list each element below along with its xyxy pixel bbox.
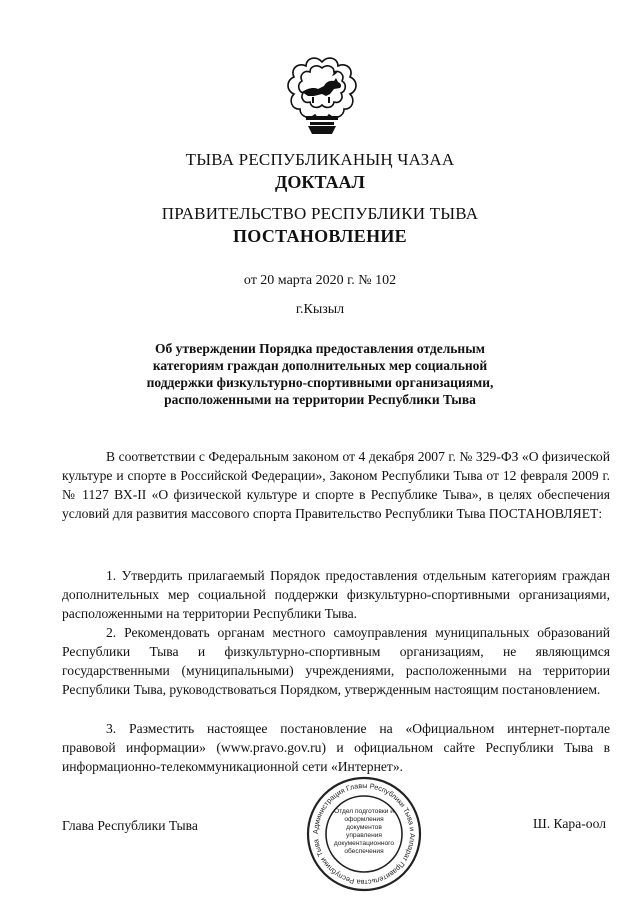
- coat-of-arms-icon: [284, 56, 360, 138]
- signatory-name: Ш. Кара-оол: [533, 816, 606, 831]
- tyva-decree-heading: ДОКТААЛ: [275, 172, 365, 192]
- item-2-text: 2. Рекомендовать органам местного самоуправления муниципальных образований Республики Тыва и физкультурно-спортивным организациям, не являющимся государственными (муниципальными) учреждениями, расположенными на территории Республики Тыва, руководствоваться Порядком, утвержденным настоящим постановлением.: [62, 625, 610, 697]
- tyva-government-heading: ТЫВА РЕСПУБЛИКАНЫҢ ЧАЗАА: [185, 150, 455, 169]
- official-stamp-icon: [304, 774, 424, 894]
- signatory-position: Глава Республики Тыва: [62, 818, 198, 833]
- stamp-ring-text: Администрация Главы Республики Тыва и Аппарат Правительства Республики Тыва: [310, 780, 418, 888]
- russian-government-heading: ПРАВИТЕЛЬСТВО РЕСПУБЛИКИ ТЫВА: [161, 204, 479, 223]
- item-3-text: 3. Разместить настоящее постановление на «Официальном интернет-портале правовой информации» (www.pravo.gov.ru) и официальном сайте Республики Тыва в информационно-телекоммуникационной сети «Интернет».: [62, 721, 610, 774]
- document-title: Об утверждении Порядка предоставления отдельным категориям граждан дополнительных мер социальной поддержки физкультурно-спортивными организациями, расположенными на территории Республики Тыва: [146, 341, 494, 407]
- decree-city: г.Кызыл: [295, 302, 345, 317]
- intro-paragraph: [62, 447, 610, 523]
- item-1-text: 1. Утвердить прилагаемый Порядок предоставления отдельным категориям граждан дополнительных мер социальной поддержки физкультурно-спортивными организациями, расположенными на территории Республики Тыва.: [62, 568, 610, 621]
- russian-decree-heading: ПОСТАНОВЛЕНИЕ: [233, 226, 407, 246]
- intro-text: В соответствии с Федеральным законом от 4 декабря 2007 г. № 329-ФЗ «О физической культуре и спорте в Российской Федерации», Законом Республики Тыва от 12 февраля 2009 г. № 1127 ВХ-II «О физической культуре и спорте в Республике Тыва», в целях обеспечения условий для развития массового спорта Правительство Республики Тыва ПОСТАНОВЛЯЕТ:: [62, 449, 610, 521]
- item-2-paragraph: [62, 623, 610, 699]
- stamp-center-text: Отдел подготовки и оформления документов управления документационного обеспечения: [333, 808, 395, 855]
- decree-date-number: от 20 марта 2020 г. № 102: [243, 273, 397, 288]
- item-1-paragraph: [62, 566, 610, 623]
- item-3-paragraph: [62, 719, 610, 776]
